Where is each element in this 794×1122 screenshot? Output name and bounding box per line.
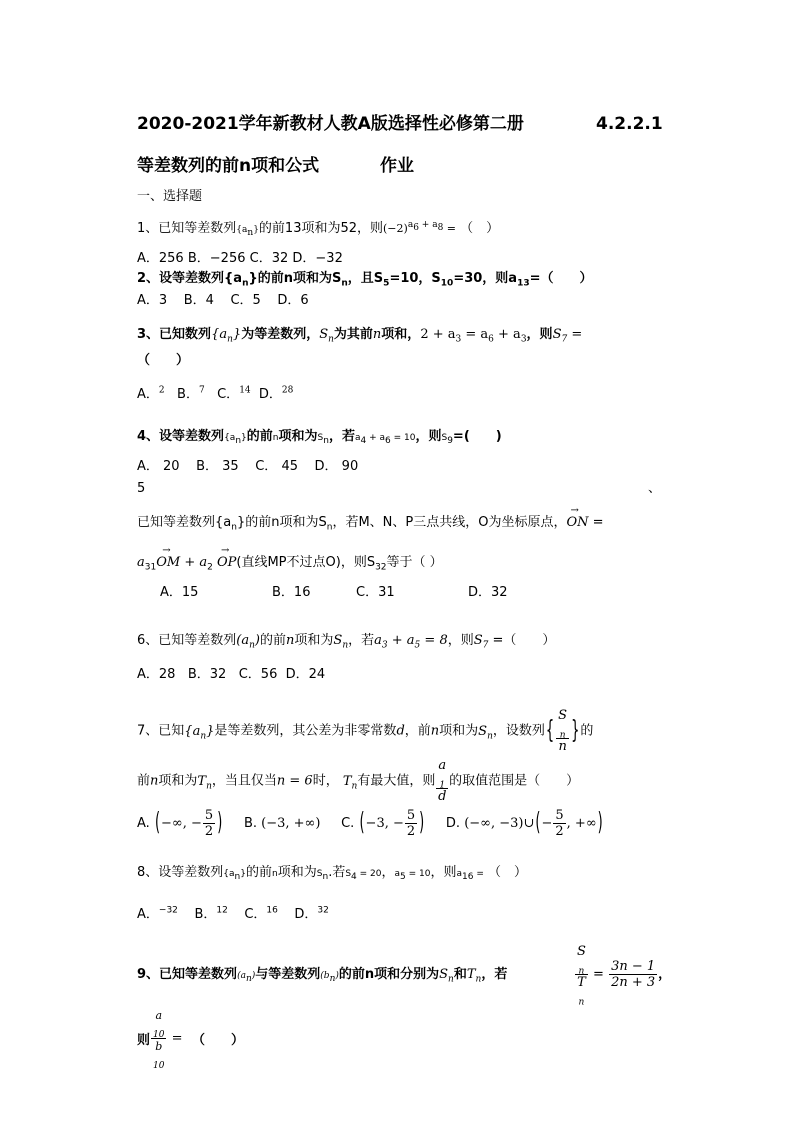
question-5-line1: 已知等差数列$\{a_n\}$的前n项和为$S_n$，若M、N、P三点共线，O为坐标原点， → ON = xyxy=(137,505,604,533)
question-7-line2: 前n项和为$T_n$，当且仅当n = 6时， $T_n$有最大值，则 a $_1$ d 的取值范围是（ ） xyxy=(137,758,580,804)
question-5-line2: $a_{31}$ → OM + $a_2$ → OP(直线MP不过点O)，则$S_{32}$等于（ ） xyxy=(137,545,443,573)
question-7-line1: 7、已知$\{a_n\}$是等差数列，其公差为非零常数d，前n项和为$S_n$，设数列{ S $_n$ n }的 xyxy=(137,708,594,754)
question-6-options: A．28 B．32 C．56 D．24 xyxy=(137,667,326,682)
question-8-options: A．$^{-32}$ B．$^{12}$ C．$^{16}$ D．$^{32}$ xyxy=(137,905,329,922)
title-line2: 等差数列的前n项和公式 xyxy=(137,156,320,176)
question-6: 6、已知等差数列$(a_n)$的前n项和为$S_n$，若$a_3 + a_5 = 8$，则$S_7$ =（ ） xyxy=(137,633,556,651)
question-5-option-a: A．15 xyxy=(160,585,199,600)
question-3: 3、已知数列$\{a_n\}$为等差数列，$S_n$为其前n项和，$2 + a_3 = a_6 + a_3$，则$S_7$ = xyxy=(137,327,583,345)
question-9-paren: （ ） xyxy=(192,1033,245,1048)
question-8: 8、设等差数列$\{a_n\}$的前n项和为$S_n$.若$S_4 = 20$，$a_5 = 10$，则$a_{16}$ = （ ） xyxy=(137,865,528,882)
question-1: 1、已知等差数列$\{a_n\}$的前13项和为52，则$(-2)^{a_6 + a_8}$ = （ ） xyxy=(137,220,500,238)
part-heading: 一、选择题 xyxy=(137,189,203,204)
section-number: 4.2.2.1 xyxy=(596,114,663,134)
vector-arrow-icon: → xyxy=(162,545,171,556)
vector-arrow-icon: → xyxy=(220,545,230,556)
question-4-options: A． 20 B． 35 C． 45 D． 90 xyxy=(137,459,359,474)
title-line1: 2020-2021学年新教材人教A版选择性必修第二册 xyxy=(137,114,524,134)
question-9-ze: 则 xyxy=(137,1033,151,1048)
question-5-number: 5 xyxy=(137,481,146,496)
question-2: 2、设等差数列$\{a_n\}$的前n项和为$S_n$，且$S_5=10$，$S_{10}=30$，则$a_{13}=$（ ） xyxy=(137,271,593,289)
vector-arrow-icon: → xyxy=(570,505,579,516)
question-7-options: A. (−∞, − $\frac{5}{2}$ ) B. (−3, +∞) C. (−3, − $\frac{5}{2}$ ) D. (−∞, −3)∪(− $\frac{5}{2}$ , +∞) xyxy=(137,808,603,839)
question-5-option-c: C．31 xyxy=(356,585,395,600)
question-9-target: a $_{10}$ b $_{10}$ = xyxy=(153,1009,183,1072)
homework-label: 作业 xyxy=(380,156,414,176)
question-2-options: A．3 B．4 C．5 D．6 xyxy=(137,293,309,308)
question-9: 9、已知等差数列$(a_n)$与等差数列$(b_n)$的前n项和分别为$S_n$和$T_n$，若 xyxy=(137,967,508,985)
question-4: 4、设等差数列$\{a_n\}$的前n项和为$S_n$，若$a_4 + a_6 = 10$，则$S_9=$( ) xyxy=(137,429,502,446)
question-5-comma: 、 xyxy=(648,481,662,496)
question-3-options: A．$^2$ B．$^7$ C．$^{14}$ D．$^{28}$ xyxy=(137,385,294,402)
question-9-condition: S $_n$ T $_n$ = $\frac{3n - 1}{2n + 3}$ ， xyxy=(577,944,672,1008)
question-3-paren: （ ） xyxy=(137,353,190,368)
question-1-options: A．256 B．−256 C．32 D．−32 xyxy=(137,251,343,266)
question-5-option-d: D．32 xyxy=(468,585,508,600)
question-5-option-b: B．16 xyxy=(272,585,311,600)
